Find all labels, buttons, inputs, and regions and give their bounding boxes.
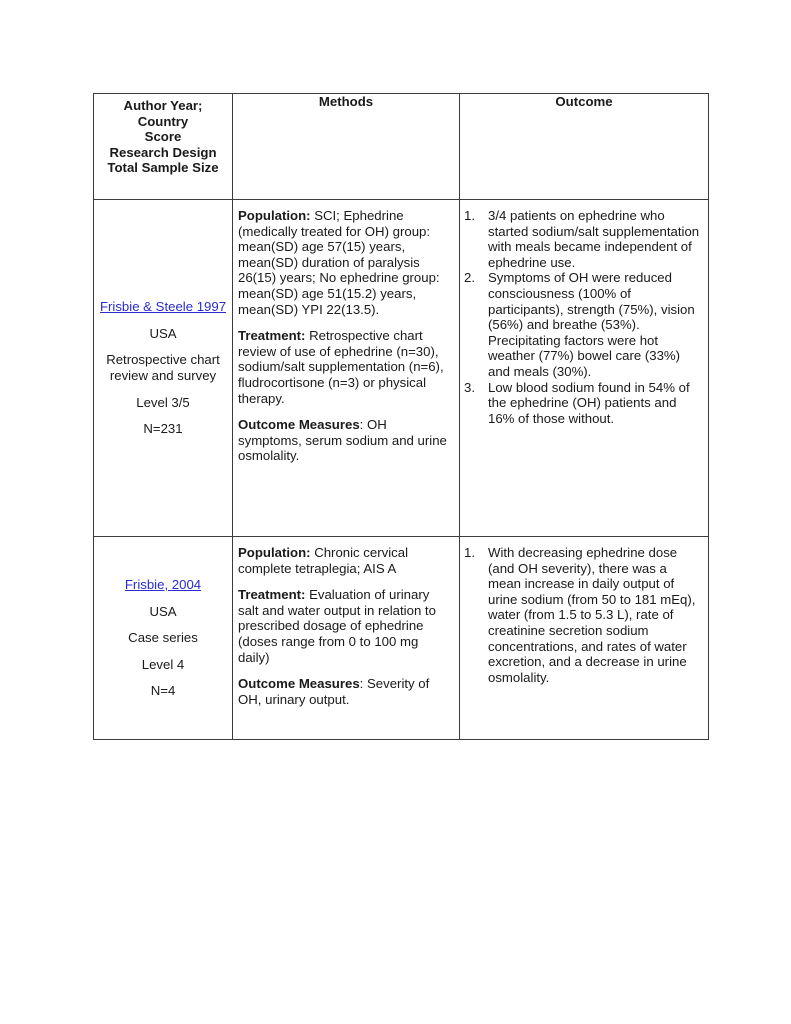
treatment-text: Evaluation of urinary salt and water output in relation to prescribed dosage of ephedrine (doses range from 0 to 100 mg daily) (238, 587, 436, 665)
population-label: Population: (238, 545, 311, 560)
measures-para (238, 676, 453, 707)
item-number: 1. (464, 545, 475, 560)
outcome-list (464, 208, 700, 426)
table-row (94, 537, 709, 740)
country: USA (149, 603, 177, 619)
header-outcome: Outcome (460, 94, 709, 200)
measures-text: : Severity of OH, urinary output. (238, 676, 430, 707)
outcome-cell (460, 537, 709, 740)
header-line: Total Sample Size (107, 160, 219, 176)
header-line: Author Year; (123, 98, 203, 113)
header-methods: Methods (233, 94, 460, 200)
population-text: SCI; Ephedrine (medically treated for OH) group: mean(SD) age 57(15) years, mean(SD) duration of paralysis 26(15) years; No ephedrine group: mean(SD) age 51(15.2) years, mean(SD) YPI 22(13.5). (238, 208, 440, 317)
item-number: 1. (464, 208, 475, 223)
population-text: Chronic cervical complete tetraplegia; AIS A (238, 545, 409, 576)
table-row (94, 200, 709, 537)
item-text: With decreasing ephedrine dose (and OH severity), there was a mean increase in daily output of urine sodium (from 50 to 181 mEq), water (from 1.5 to 5.3 L), rate of creatinine secretion sodium concentrations, and rates of water excretion, and a decrease in urine osmolality. (488, 545, 696, 685)
treatment-para (238, 587, 453, 665)
sample-size: N=4 (150, 683, 176, 699)
treatment-para (238, 328, 453, 406)
header-line: Research Design (109, 144, 217, 160)
study-link[interactable]: Frisbie, 2004 (124, 577, 202, 593)
measures-para (238, 417, 453, 464)
evidence-table (93, 93, 709, 740)
measures-label: Outcome Measures (238, 417, 360, 433)
header-line: Score (144, 129, 182, 145)
item-text: 3/4 patients on ephedrine who started sodium/salt supplementation with meals became independent of ephedrine use. (488, 208, 700, 270)
outcome-cell (460, 200, 709, 537)
study-cell (94, 537, 233, 740)
sample-size: N=231 (143, 421, 183, 437)
research-design: Retrospective chart review and survey (106, 352, 220, 383)
study-cell (94, 200, 233, 537)
header-line: Country (137, 113, 189, 129)
header-row (94, 94, 709, 200)
treatment-label: Treatment: (238, 587, 306, 603)
outcome-list (464, 545, 700, 685)
population-label: Population: (238, 208, 311, 223)
study-link[interactable]: Frisbie & Steele 1997 (99, 299, 227, 315)
research-design: Case series (128, 630, 198, 646)
country: USA (149, 325, 177, 341)
score: Level 3/5 (136, 394, 190, 410)
population-para (238, 208, 453, 317)
measures-label: Outcome Measures (238, 676, 360, 692)
methods-cell (233, 537, 460, 740)
treatment-text: Retrospective chart review of use of ephedrine (n=30), sodium/salt supplementation (n=6), fludrocortisone (n=3) or physical therapy. (238, 328, 444, 406)
item-text: Low blood sodium found in 54% of the ephedrine (OH) patients and 16% of those without. (488, 379, 690, 426)
score: Level 4 (141, 656, 185, 672)
header-author-year (94, 94, 233, 200)
list-item (464, 270, 700, 379)
list-item (464, 208, 700, 270)
list-item (464, 380, 700, 427)
list-item (464, 545, 700, 685)
item-number: 2. (464, 270, 475, 286)
item-number: 3. (464, 379, 475, 395)
measures-text: : OH symptoms, serum sodium and urine osmolality. (238, 417, 447, 464)
methods-cell (233, 200, 460, 537)
population-para (238, 545, 453, 576)
item-text: Symptoms of OH were reduced consciousness (100% of participants), strength (75%), vision (56%) and breathe (53%). Precipitating factors were hot weather (77%) bowel care (33%) and meals (30%). (488, 270, 695, 379)
treatment-label: Treatment: (238, 328, 306, 344)
